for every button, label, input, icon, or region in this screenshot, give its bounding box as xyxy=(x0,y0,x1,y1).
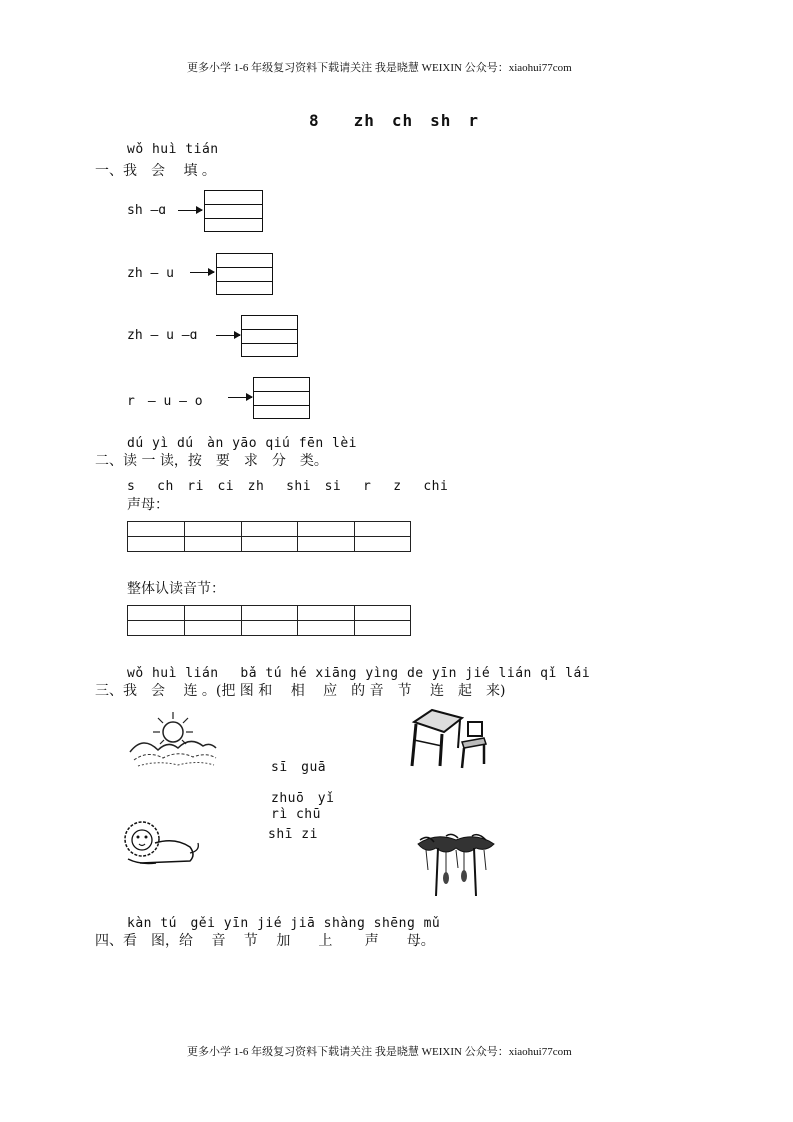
section1-heading: 一、我 会 填 。 xyxy=(95,163,216,179)
section2-heading: 二、读 一 读，按 要 求 分 类。 xyxy=(95,453,328,469)
arrow-icon xyxy=(216,335,240,336)
section3-pinyin: wǒ huì lián bǎ tú hé xiāng yìng de yīn jié lián qǐ lái xyxy=(127,666,591,681)
arrow-icon xyxy=(190,272,214,273)
answer-box-3[interactable] xyxy=(241,315,298,357)
formula-row-3: zh — u —ɑ xyxy=(127,328,198,343)
page-footer: 更多小学 1-6 年级复习资料下载请关注 我是晓慧 WEIXIN 公众号：xiaohui77com xyxy=(187,1046,572,1058)
section3-heading: 三、我 会 连 。(把 图 和 相 应 的 音 节 连 起 来) xyxy=(95,683,506,699)
arrow-icon xyxy=(228,397,252,398)
section1-pinyin: wǒ huì tián xyxy=(127,142,219,157)
letters-list: s ch ri ci zh shi si r z chi xyxy=(127,479,449,494)
answer-box-4[interactable] xyxy=(253,377,310,419)
whole-syllables-grid[interactable] xyxy=(127,605,411,636)
section2-pinyin: dú yì dú àn yāo qiú fēn lèi xyxy=(127,436,357,451)
initials-label: 声母： xyxy=(127,497,169,513)
lion-picture[interactable] xyxy=(120,813,202,871)
formula-row-1: sh —ɑ xyxy=(127,203,167,218)
melon-vine-picture[interactable] xyxy=(416,830,496,900)
sun-picture[interactable] xyxy=(128,710,218,768)
formula-row-4: r — u — o xyxy=(127,394,203,409)
word-lion[interactable]: shī zi xyxy=(268,827,318,842)
whole-syllables-label: 整体认读音节： xyxy=(127,581,225,597)
desk-chair-picture[interactable] xyxy=(406,708,488,770)
formula-row-2: zh — u xyxy=(127,266,174,281)
section4-heading: 四、看 图，给 音 节 加 上 声 母。 xyxy=(95,933,435,949)
word-desk-chair[interactable]: zhuō yǐ xyxy=(271,791,335,806)
initials-grid[interactable] xyxy=(127,521,411,552)
answer-box-2[interactable] xyxy=(216,253,273,295)
section4-pinyin: kàn tú gěi yīn jié jiā shàng shēng mǔ xyxy=(127,916,441,931)
lesson-title: 8 zh ch sh r xyxy=(309,111,480,130)
arrow-icon xyxy=(178,210,202,211)
page-header: 更多小学 1-6 年级复习资料下载请关注 我是晓慧 WEIXIN 公众号：xiaohui77com xyxy=(187,62,572,74)
answer-box-1[interactable] xyxy=(204,190,263,232)
word-sunrise[interactable]: rì chū xyxy=(271,807,321,822)
word-watermelon[interactable]: sī guā xyxy=(271,760,327,775)
